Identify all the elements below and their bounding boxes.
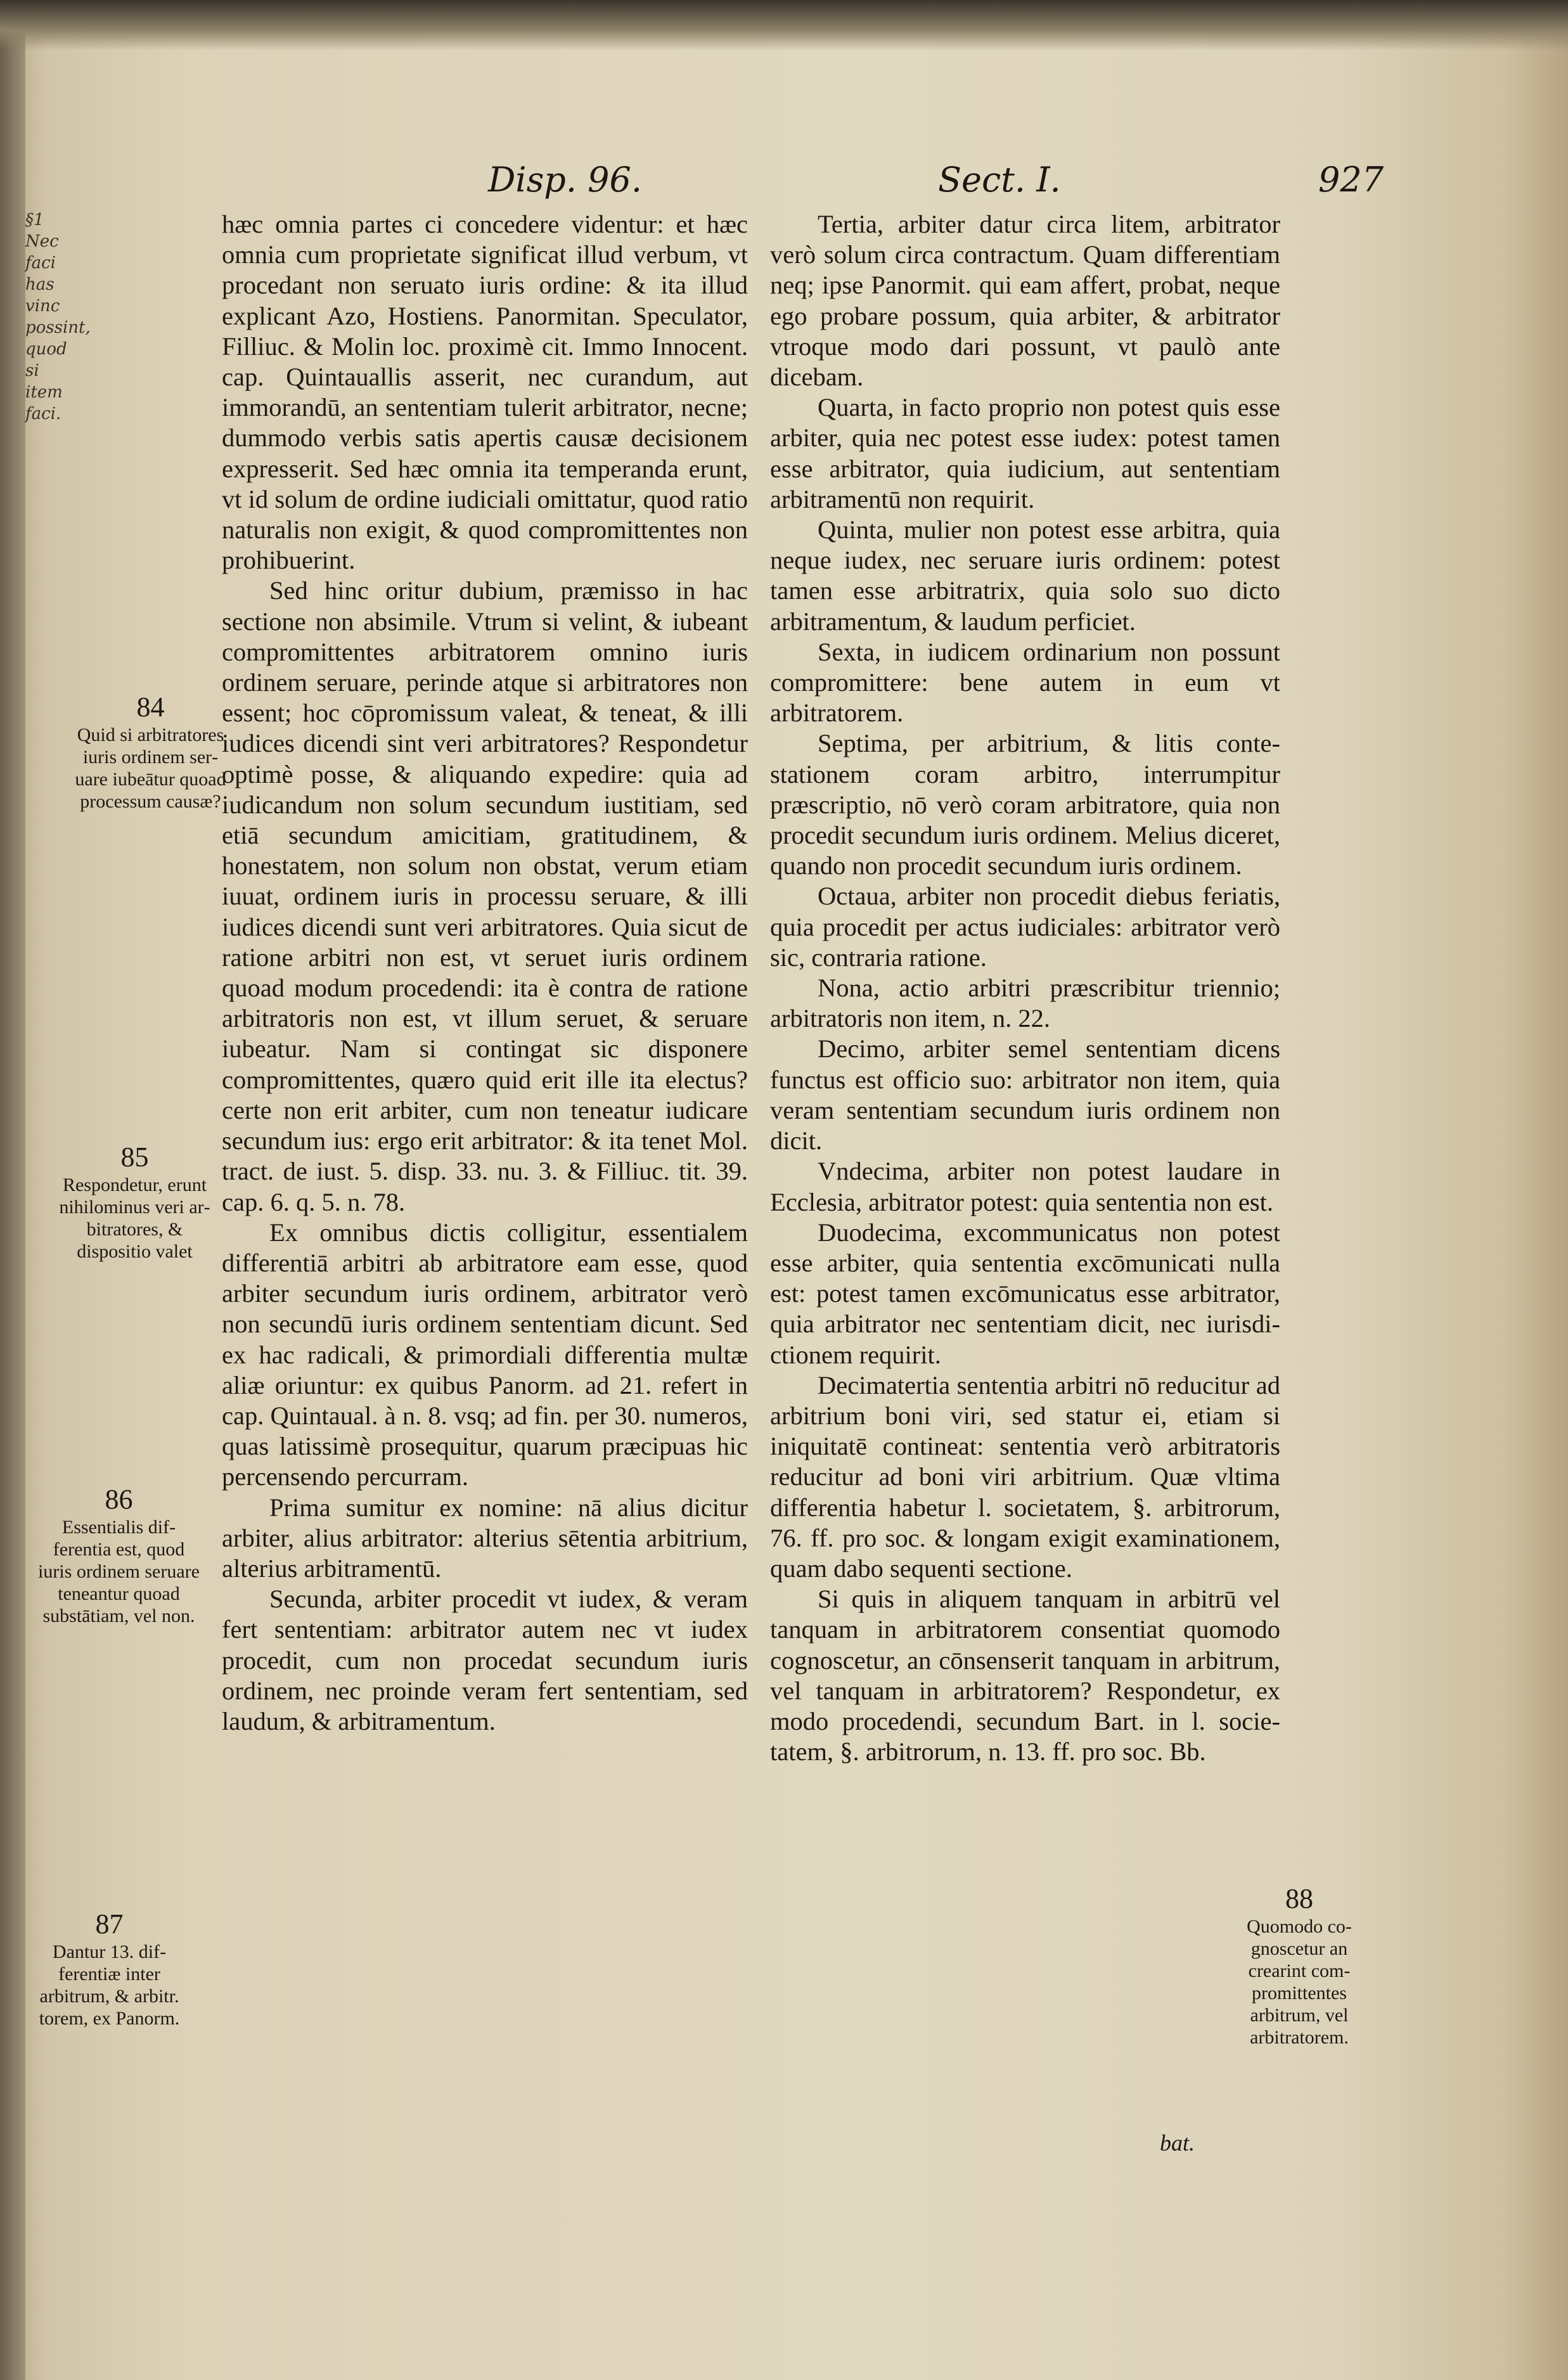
paragraph: Prima sumitur ex nomine: nā alius dicitur arbiter, alius arbitrator: alterius sētentia arbitrium, alterius arbitramentū.: [222, 1493, 748, 1583]
margin-note-text: Essentialis differentia est, quod iuris ordinem seruare teneantur quoad substātiam, vel non.: [38, 1517, 200, 1626]
paragraph: Sed hinc oritur dubium, præmisso in hac sectione non absimile. Vtrum si velint, & iubeant compromittentes arbitratorem omnino iuris ordinem seruare, perinde atque si arbitratores non essent; hoc cōpromissum valeat, & teneat, & illi iudices dicendi sint veri arbitratores? Respondetur optimè posse, & aliquando expedire: quia ad iudicandum non solum secundum iustitiam, sed etiā secundum amicitiam, gratitudinem, & honestatem, non solum non obstat, verum etiam iuuat, ordinem iuris in processu seruare, & illi iudices dicendi sunt veri arbitratores. Quia sicut de ratione arbitri non est, vt seruet iuris ordinem quoad modum procedendi: ita è contra de ratione arbitratoris non est, vt illum seruet, & seruare iubeatur. Nam si contingat sic disponere compromittentes, quæro quid erit ille ita electus? certe non erit arbiter, cum non teneatur iudicare secundum ius: ergo erit arbitrator: & ita tenet Mol. tract. de iust. 5. disp. 33. nu. 3. & Filliuc. tit. 39. cap. 6. q. 5. n. 78.: [222, 576, 748, 1216]
margin-note-number: 84: [136, 691, 165, 723]
margin-note-number: 86: [105, 1484, 133, 1515]
margin-note: [38, 1483, 200, 1627]
paragraph: Quarta, in facto proprio non potest quis esse arbiter, quia nec potest esse iudex: potest tamen esse arbitrator, quia iudicium, aut sententiam arbitramentū non requirit.: [770, 393, 1280, 513]
paragraph: Quinta, mulier non potest esse arbitra, quia neque iudex, nec seruare iuris ordinem: potest tamen esse arbitratrix, quia solo suo dicto arbitramentum, & laudum perficiet.: [770, 515, 1280, 636]
margin-note-text: Quomodo cognoscetur an crearint compromittentes arbitrum, vel arbitratorem.: [1247, 1916, 1352, 2048]
paragraph: hæc omnia partes ci concedere videntur: et hæc omnia cum proprietate significat illud verbum, vt procedant non seruato iuris ordine: & ita illud explicant Azo, Hostiens. Panormitan. Speculator, Filliuc. & Molin loc. proximè cit. Immo Innocent. cap. Quintauallis asserit, nec curandum, aut immorandū, an sententiam tulerit arbitrator, necne; dummodo verbis satis apertis causæ decisionem expresserit. Sed hæc omnia ita temperanda erunt, vt id solum de ordine iudiciali omittatur, quod ratio naturalis non exigit, & quod compromittentes non prohibuerint.: [222, 210, 748, 575]
catchword: bat.: [1160, 2130, 1195, 2156]
left-column: [222, 209, 748, 1737]
margin-note: [1226, 1882, 1372, 2049]
paragraph: Octaua, arbiter non procedit diebus feriatis, quia procedit per actus iudiciales: arbitrator verò sic, contraria ratione.: [770, 882, 1280, 972]
right-column: [770, 209, 1280, 1767]
margin-note: [73, 691, 228, 813]
paragraph: Septima, per arbitrium, & litis contestationem coram arbitro, interrumpitur præscriptio, nō verò coram arbitratore, quia non procedit secundum iuris ordinem. Melius diceret, quando non procedit secundum iuris ordinem.: [770, 729, 1280, 880]
paragraph: Nona, actio arbitri præscribitur triennio; arbitratoris non item, n. 22.: [770, 974, 1280, 1033]
book-spine: [0, 0, 25, 2380]
paragraph: Decimatertia sententia arbitri nō reducitur ad arbitrium boni viri, sed statur ei, etiam si iniquitatē contineat: sententia verò arbitratoris reducitur ad boni viri arbitrium. Quæ vltima differentia habetur l. societatem, §. arbitrorum, 76. ff. pro soc. & longam exigit examinationem, quam dabo sequenti sectione.: [770, 1370, 1280, 1583]
paragraph: Ex omnibus dictis colligitur, essentialem differentiā arbitri ab arbitratore eam esse, quod arbiter secundum iuris ordinem, arbitrator verò non secundū iuris ordinem sententiam dicunt. Sed ex hac radicali, & primordiali differentia multæ aliæ oriuntur: ex quibus Panorm. ad 21. refert in cap. Quintaual. à n. 8. vsq; ad fin. per 30. numeros, quas latissimè prosequitur, quarum præcipuas hic percensendo percurram.: [222, 1218, 748, 1491]
paragraph: Duodecima, excommunicatus non potest esse arbiter, quia sententia excōmunicati nulla est: potest tamen excōmunicatus esse arbitrator, quia arbitrator nec sententiam dicit, nec iurisdictionem requirit.: [770, 1218, 1280, 1369]
previous-page-edge-text: §1 Nec faci has vinc possint, quod si item faci.: [25, 210, 91, 423]
page-top-shadow: [0, 0, 1568, 51]
margin-note-number: 85: [120, 1142, 149, 1173]
margin-note-text: Dantur 13. differentiæ inter arbitrum, & arbitr. torem, ex Panorm.: [39, 1941, 180, 2029]
page-number: 927: [1318, 160, 1384, 200]
margin-note: [32, 1908, 187, 2029]
paragraph: Decimo, arbiter semel sententiam dicens functus est officio suo: arbitrator non item, quia veram sententiam secundum iuris ordinem non dicit.: [770, 1034, 1280, 1155]
running-head-center: Sect. I.: [938, 160, 1061, 200]
paragraph: Vndecima, arbiter non potest laudare in Ecclesia, arbitrator potest: quia sententia non est.: [770, 1157, 1280, 1216]
margin-note: [57, 1141, 212, 1263]
paragraph: Secunda, arbiter procedit vt iudex, & veram fert sententiam: arbitrator autem nec vt iudex procedit, cum non procedat secundum iuris ordinem, nec proinde veram fert sententiam, sed laudum, & arbitramentum.: [222, 1585, 748, 1735]
paragraph: Si quis in aliquem tanquam in arbitrū vel tanquam in arbitratorem consentiat quomodo cognoscetur, an cōnsenserit tanquam in arbitrum, vel tanquam in arbitratorem? Respondetur, ex modo procedendi, secundum Bart. in l. societatem, §. arbitrorum, n. 13. ff. pro soc. Bb.: [770, 1585, 1280, 1766]
paragraph: Sexta, in iudicem ordinarium non possunt compromittere: bene autem in eum vt arbitratorem.: [770, 637, 1280, 728]
margin-note-number: 88: [1285, 1883, 1313, 1914]
margin-note-number: 87: [95, 1908, 124, 1939]
margin-note-text: Respondetur, erunt nihilominus veri arbitratores, & dispositio valet: [59, 1174, 210, 1262]
margin-note-text: Quid si arbitratores iuris ordinem seruare iubeātur quoad processum causæ?: [75, 724, 226, 812]
paragraph: Tertia, arbiter datur circa litem, arbitrator verò solum circa contractum. Quam differentiam neq; ipse Panormit. qui eam affert, probat, neque ego probare possum, quia arbiter, & arbitrator vtroque modo dari possunt, vt paulò ante dicebam.: [770, 210, 1280, 392]
running-head-left: Disp. 96.: [488, 160, 643, 200]
